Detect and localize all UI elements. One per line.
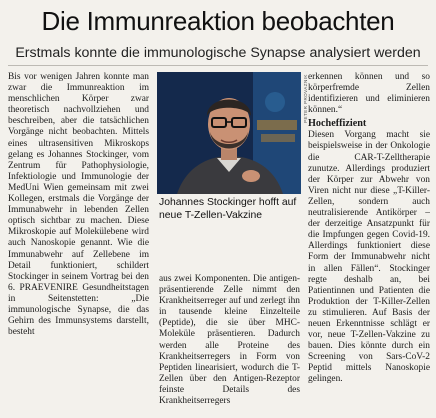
photo-credit: PETER PROVAZNIK: [303, 74, 308, 123]
body-column-2: [159, 274, 300, 416]
article-subheadline: Erstmals konnte die immunologische Synapse analysiert werden: [15, 45, 421, 61]
photo-caption: Johannes Stockinger hofft auf neue T-Zellen-Vakzine: [159, 197, 297, 221]
portrait-photo: [157, 72, 301, 194]
crosshead: Hocheffizient: [308, 118, 367, 130]
body-text-col1: Bis vor wenigen Jahren konnte man zwar die Immunreaktion im menschlichen Körper zwar theoretisch nachvollziehen und beschreiben, aber die tatsächlichen Vorgänge nicht beobachten. Mittels eines ultrasensitiven Mikroskops gelang es Johannes Stockinger, vom Zentrum für Pathophysiologie, Infektiologie und Immunologie der MedUni Wien gemeinsam mit zwei Kollegen, erstmals die Vorgänge der Immunabwehr in lebenden Zellen optisch sichtbar zu machen. Diese Mikroskopie auf Molekülebene wird auch Nanoskopie genannt. Wie die Immunabwehr auf Zellebene im Detail funktioniert, schildert Stockinger in seinem Vortrag bei den 6. PRAEVENIRE Gesundheitstagen in Seitenstetten: „Die immunologische Synapse, die das Gehirn des Immunsystems darstellt, besteht: [8, 72, 149, 338]
article-headline: Die Immunreaktion beobachten: [41, 6, 395, 36]
body-column-1: [8, 72, 149, 416]
body-text-col3-intro: erkennen können und so körperfremde Zellen identifizieren und eliminieren können.“: [308, 72, 430, 116]
header-divider: [8, 65, 428, 66]
body-text-col2: aus zwei Komponenten. Die antigen-präsentierende Zelle nimmt den Krankheitserreger auf und zerlegt ihn in tausende kleine Einzelteile (Peptide), die sie über MHC-Moleküle präsentieren. Dadurch werden alle Proteine des Krankheitserregers in Form von Peptiden linearisiert, wodurch die T-Zellen über den Antigen-Rezeptor feinste Details des Krankheitserregers: [159, 274, 300, 407]
portrait-illustration: [157, 72, 301, 194]
body-column-3: [308, 72, 430, 416]
body-text-col3-main: Diesen Vorgang macht sie beispielsweise in der Onkologie die CAR-T-Zelltherapie zunutze. Allerdings produziert der Körper zur Abwehr von Viren nicht nur diese „T-Killer-Zellen, sondern auch neutralisierende Antikörper – der derzeitige Ansatzpunkt für die Impfungen gegen Covid-19. Allerdings funktioniert diese Form der Immunabwehr nicht in allen Fällen“. Stockinger regte deshalb an, bei Patientinnen und Patienten die Produktion der T-Killer-Zellen zu stimulieren. Auf Basis der neuen Erkenntnisse schlägt er vor, neue T-Zellen-Vakzine zu bauen. Dies könnte durch ein Screening von Sars-CoV-2 Peptid mittels Nanoskopie gelingen.: [308, 130, 430, 385]
